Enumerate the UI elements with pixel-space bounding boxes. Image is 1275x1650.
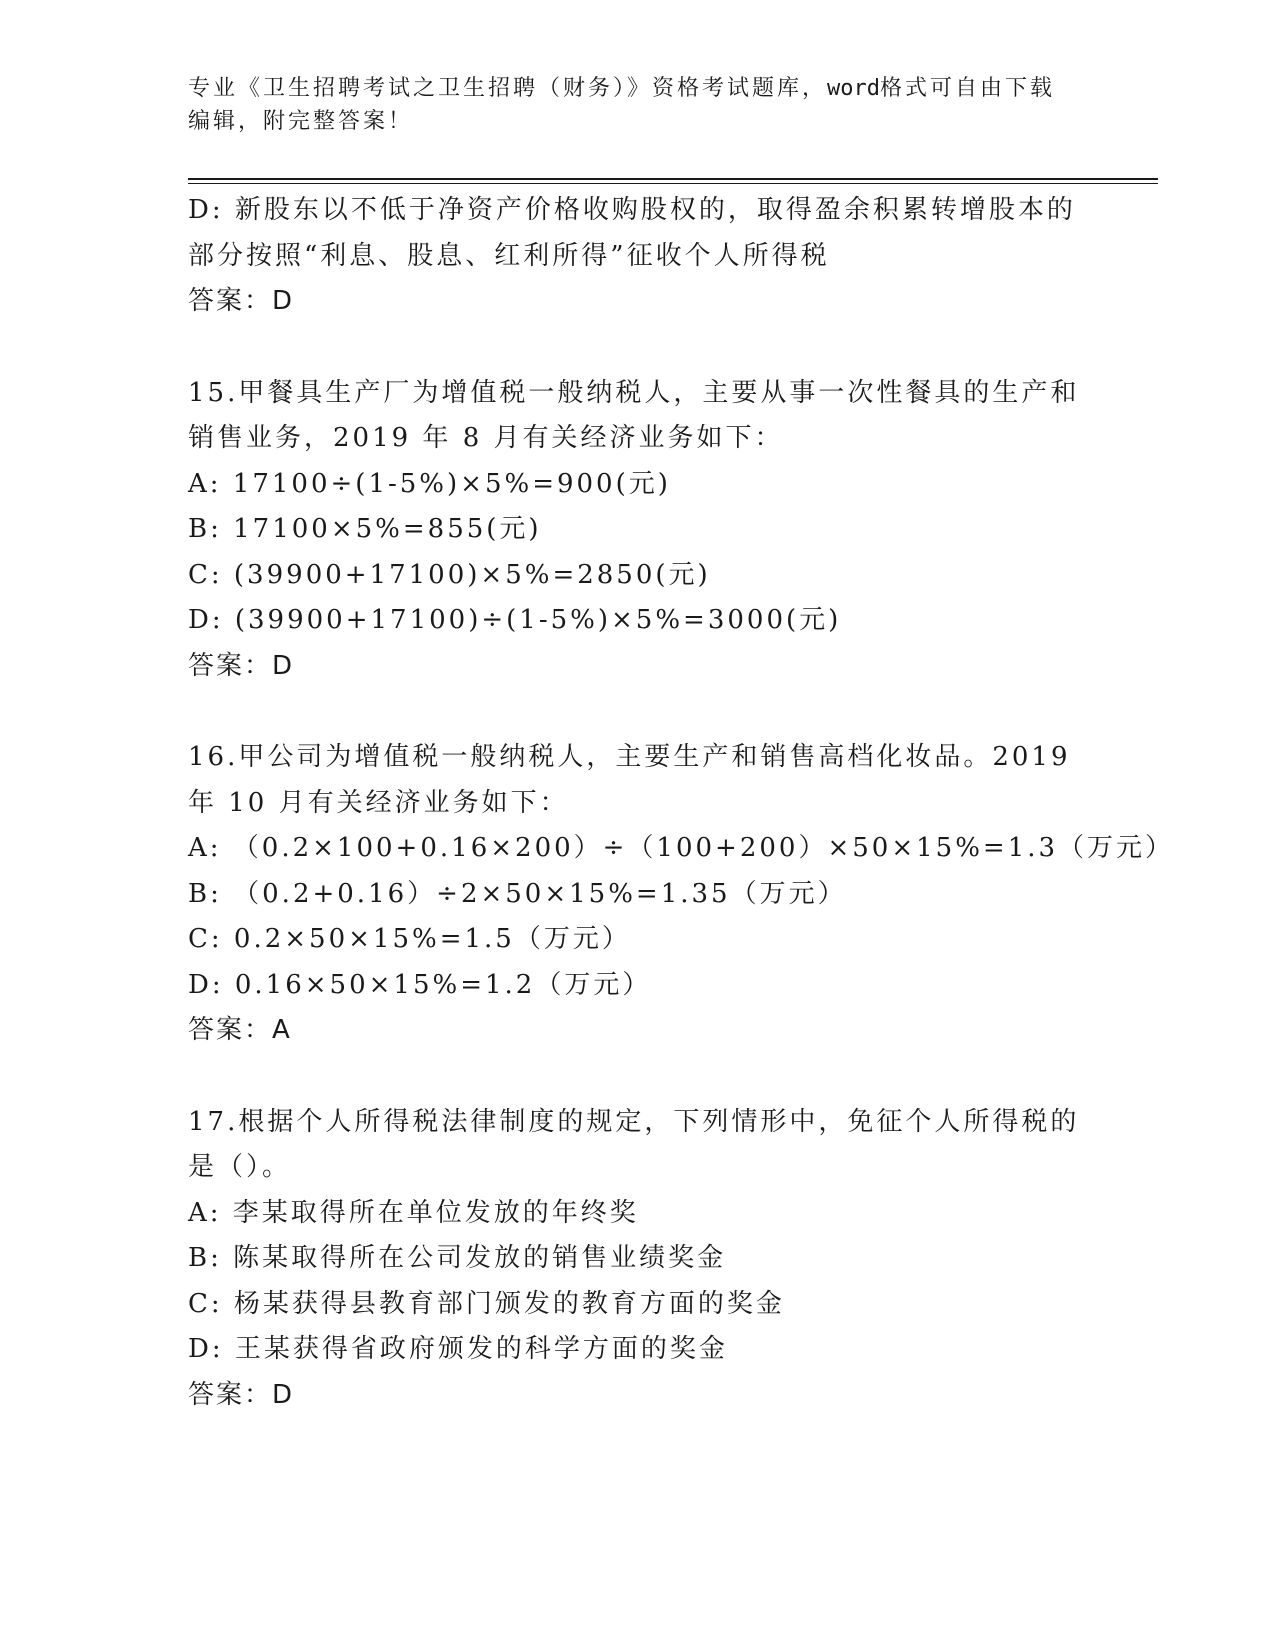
q15-option-a: A: 17100÷(1-5%)×5%=900(元) xyxy=(188,468,671,499)
q17-option-b: B: 陈某取得所在公司发放的销售业绩奖金 xyxy=(188,1243,727,1273)
q17-stem-line-1: 17.根据个人所得税法律制度的规定，下列情形中，免征个人所得税的 xyxy=(188,1106,1080,1137)
q16-stem-line-1: 16.甲公司为增值税一般纳税人，主要生产和销售高档化妆品。2019 xyxy=(188,742,1071,772)
q15-option-b: B: 17100×5%=855(元) xyxy=(188,514,542,544)
q17-option-c: C: 杨某获得县教育部门颁发的教育方面的奖金 xyxy=(188,1288,785,1319)
q14-option-d-line-2: 部分按照“利息、股息、红利所得”征收个人所得税 xyxy=(188,240,830,271)
header-divider-thin xyxy=(188,183,1158,184)
question-content xyxy=(188,188,1175,1418)
q14-option-d-line-1: D: 新股东以不低于净资产价格收购股权的，取得盈余积累转增股本的 xyxy=(188,195,1076,225)
spacer xyxy=(188,689,1088,735)
question-14-tail xyxy=(188,188,1088,325)
header-line-2: 编辑，附完整答案！ xyxy=(188,109,414,134)
q16-option-d: D: 0.16×50×15%=1.2（万元） xyxy=(188,969,652,1000)
spacer xyxy=(188,325,1088,371)
q17-answer: 答案：D xyxy=(188,1379,295,1410)
document-header xyxy=(188,72,1088,138)
q16-option-a: A: （0.2×100+0.16×200）÷（100+200）×50×15%=1.3（万元） xyxy=(188,833,1175,863)
q15-option-d: D: (39900+17100)÷(1-5%)×5%=3000(元) xyxy=(188,605,842,635)
q16-stem-line-2: 年 10 月有关经济业务如下： xyxy=(188,787,569,818)
q17-option-d: D: 王某获得省政府颁发的科学方面的奖金 xyxy=(188,1334,728,1364)
header-line-1-suffix: 格式可自由下载 xyxy=(880,76,1056,101)
question-15 xyxy=(188,371,1088,690)
q17-stem-line-2: 是（）。 xyxy=(188,1152,292,1182)
q14-answer: 答案：D xyxy=(188,286,295,316)
q17-option-a: A: 李某取得所在单位发放的年终奖 xyxy=(188,1197,639,1228)
spacer xyxy=(188,1054,1088,1100)
q16-option-c: C: 0.2×50×15%=1.5（万元） xyxy=(188,924,631,954)
q16-option-b: B: （0.2+0.16）÷2×50×15%=1.35（万元） xyxy=(188,878,847,909)
q15-stem-line-1: 15.甲餐具生产厂为增值税一般纳税人，主要从事一次性餐具的生产和 xyxy=(188,377,1080,408)
question-16 xyxy=(188,735,1175,1054)
question-17 xyxy=(188,1100,1088,1419)
header-divider-thick xyxy=(188,178,1158,180)
header-line-1-prefix: 专业《卫生招聘考试之卫生招聘（财务）》资格考试题库， xyxy=(188,76,828,101)
q15-option-c: C: (39900+17100)×5%=2850(元) xyxy=(188,559,711,590)
header-word-label: word xyxy=(827,76,880,101)
q16-answer: 答案：A xyxy=(188,1015,292,1045)
header-line-1 xyxy=(188,72,1088,105)
q15-answer: 答案：D xyxy=(188,650,295,681)
q15-stem-line-2: 销售业务，2019 年 8 月有关经济业务如下： xyxy=(188,423,784,453)
